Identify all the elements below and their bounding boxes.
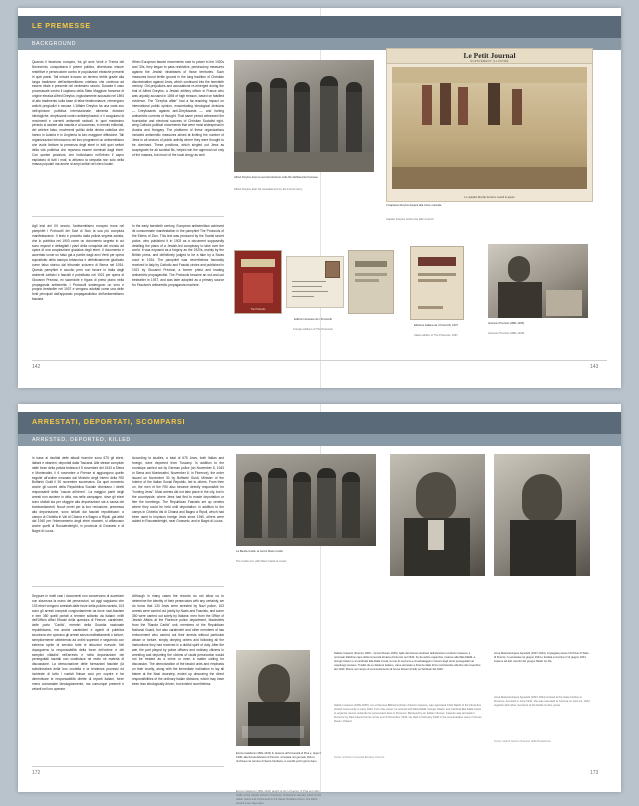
footer-rule-2 xyxy=(32,766,224,767)
body-text-it-1: Quando il fascismo europeo, fra gli anni Venti e Trenta del Novecento, conquistava il potere politico, divenivano misure restrittive e persecutorie contro le popolazioni ebraiche presenti in quei paesi. Tali misure trovano un terreno fertile grazie alla lunga tradizione dell'antisemitismo cristiano che continua ad essere vitale e presente nel ventesimo secolo. Durante il caso processuale contro il capitano della Stato Maggiore francese di origine ebraica Alfred Dreyfus, ingiustamente accusato nel 1894 di alto tradimento sulla base di false testimonianze, riemergono antichi pregiudizi e accuse. L'Affaire Dreyfus ha una varia eco nell'opinione pubblica internazionale, alimenta divisioni ideologiche, dreyfusardi contro antidreyfusardi, e il coagularsi di movimenti e correnti antisemiti radicali. In quel medesimo periodo si assiste alla nascita e al successo, in termini editoriali, del celebre falso, movimenti politici della destra cattolica che hanno in Austria e in Ungheria la loro maggiore diffusione. Tali organizzazioni introducono nel loro programmi un antisemitismo che vuole limitare la presenza degli ebrei in tutti quei settori della vita pubblica che reputano essere dominati dagli ebrei. Con queste posizioni, che individuano nell'ebreo il capro espiatorio di tutti i mali, si attivano la simpatia non solo della massa popolari ma anche di ampi settori del clero locale. xyxy=(32,60,124,167)
section-title-2: ARRESTATI, DEPORTATI, SCOMPARSI xyxy=(32,417,186,426)
dreyfus-court-caption-en: Captain Dreyfus before the War Council xyxy=(386,218,434,221)
spread-arrestati xyxy=(18,404,621,805)
body2-text-en-2: Although in many cases the records do not allow us to determine the identity of their persecutors with any certainty, we do know that 133 Jews were arrested by Nazi police, 103 arrests were carried out jointly by Nazis and Fascists, and some 350 were carried out solely by Italians: men from the Office of Jewish Affairs at the Florence police department, blackshirts from the "Banda Carità" unit, members of the Republican National Guard, but also carabinieri and other members of law enforcement who carried out their arrests without particular abuse or torture, simply obeying orders and following all the instructions they had received in a dutiful spirit of duty. After the war, the part played by police officers and ordinary citizens in arresting and deporting the victims of racial persecution would not be treated as a crime or even a matter calling for discussion. The demonization of the fascist units and emphasis on their cruelty, along with the immediate inclination to lay all blame at the Nazi doorstep, ended up obscuring the direct responsibilities of the ordinary Italian divisions, which may have been less ideologically driven, but existed nonetheless. xyxy=(132,594,224,686)
banda-carita-caption-it: La Banda Carità, al centro Mario Carità xyxy=(236,550,283,553)
enrica-calabresi-photo xyxy=(236,650,310,746)
column-divider xyxy=(32,216,224,217)
folio-right: 143 xyxy=(590,364,599,370)
protocols-1937-caption-en: Italian edition of The Protocols, 1937 xyxy=(414,334,458,337)
dreyfus-photo xyxy=(234,60,374,172)
section-subtitle: BACKGROUND xyxy=(32,40,77,47)
section-band-2 xyxy=(18,412,621,434)
protocols-envelope xyxy=(286,256,344,308)
column-divider-2 xyxy=(32,586,224,587)
body-text-en-1: When European fascist movements rose to power in the 1920s and '30s, they began to pass restrictive, persecutory measures against the Jewish inhabitants of those territories. Such measures found fertile ground in the long tradition of Christian discrimination against Jews, which continued into the twentieth century. Old prejudices and accusations re-emerged during the trial of Alfred Dreyfus, a Jewish artillery officer in France who was unjustly accused in 1894 of high treason, based on falsified evidence. The "Dreyfus affair" had a far-reaching impact on international public opinion, exacerbating ideological divisions — Dreyfusards against anti-Dreyfusards — and fueling antisemitic currents of thought. That same period witnessed the foundation and electoral success of Christian Socialist right-wing Catholic political movements that were most widespread in Austria and Hungary. The platforms of these organizations included antisemitic measures aimed at limiting the number of Jews in all sectors of public activity where they were thought to be dominant. These positions, which singled out Jews as scapegoats for all societal ills, helped win the approval not only of the masses, but much of the local clergy as well. xyxy=(132,60,224,157)
enrica-caption-en: Enrica Calabresi (1891-1944) taught at the University of Pisa and after 1938, at the Jewish school in Florence. Arrested in January 1944 by the Italian police and imprisoned in the Santa Verdiana prison, she killed herself a few days later. xyxy=(236,790,322,805)
petit-journal-illustration xyxy=(392,67,587,189)
body2-text-en-1: According to studies, a total of 675 Jews, both Italian and foreign, were deported from Tuscany. In addition to the roundups carried out by German police (on November 5, 1943 in Siena and Montecatini, November 6, in Florence), the order issued on November 30 by Buffarini Guidi, Minister of the Interior of the Italian Social Republic, led to others. From then on, the men of the RSI also became directly responsible for "hunting Jews". Most arrests did not take place in the city, but in the countryside, where Jews had fled to evade deportation or flee the bombings. The Republican Fascists set up centers where they could be held until deportation: in addition to the camps in Civitella Val di Chiana and Bagno a Ripoli, which had been used to imprison foreign Jews since 1940, others were added in Roccatederighi, near Grosseto, and in Bagni di Lucca. xyxy=(132,456,224,524)
dreyfus-photo-caption-en: Alfred Dreyfus after his reinstatement by the French army xyxy=(234,188,303,191)
protocols-cover-red xyxy=(234,250,282,314)
enrica-caption-it: Enrica Calabresi (1891-1944) fu docente all'Università di Pisa e, dopo il 1938, alla Scuola Ebraica di Firenze. Arrestata nel gennaio 1944 e rinchiusa nel carcere di Santa Verdiana, si suicidò pochi giorni dopo. xyxy=(236,752,321,763)
preziosi-photo xyxy=(488,244,588,318)
section-band xyxy=(18,16,621,38)
protocols-italian-1937 xyxy=(410,246,464,320)
body2-text-it-2: Seppure in molti casi i documenti non conservano di accertare con sicurezza la mano dei persecutori, ad oggi sappiamo che 133 ebrei vengono arrestati dalle forze della polizia nazista, 103 sono gli arresti compiuti congiuntamente da forze nazi-fasciste e ben 350 quelli portati a termine soltanto da italiani: militi dell'Ufficio Affari Ebraici della questura di Firenze, carabinieri, delle porto "Carità", membri della Guardia nazionale repubblicana, ma anche carabinieri e agenti di pubblica sicurezza che operano gli arresti senza maltrattamenti o torture, semplicemente obbedendo ad ordini superiori e seguendo con estrema sprite di servizio tutte le istruzioni ricevute. Nel dopoguerra la responsabilità della forze del'ordine e dei semplici cittadini nell'arresto e nella deportazione dei perseguitati razziali non costituisce né reato né materia di discussione. La democrazione delle formazioni fasciste (la sottolineatura della loro crudeltà e la tendenza processi ed inchieste di tutto i nazisti finisce così per coprire e far dimenticare le responsabilità dirette di reparti italiani, forze meno comandate ideologicamente, ma comunque presenti e zelanti nel loro operare. xyxy=(32,594,124,691)
protocols-foreign-caption-en: Foreign editions of The Protocols xyxy=(293,328,333,331)
folio-left-2: 172 xyxy=(32,770,41,776)
spread-premesse xyxy=(18,8,621,388)
protocols-1937-caption-it: Edizione italiana de I Protocolli, 1937 xyxy=(413,324,459,327)
body-text-en-2: In the early twentieth century, European antisemitism achieved its consummate manifestation in the pamphlet The Protocols of the Elders of Zion. This text was produced by the Tsarist secret police, who published it in 1903 as a document supposedly detailing the plans of a Jewish-led conspiracy to take over the world. It was exposed as a forgery as the 1920s, mainly by the British press, and definitively judged to be a fake by a Swiss court in 1934. The pamphlet was nevertheless favorably received in Italy by Catholic and Fascist circles and published in 1921 by Giovanni Preziosi, a former priest and leading antisemitic propagandist. The Protocols became an out-and-out bestseller in 1937, and was later adopted as a primary source for Fascism's antisemitic propaganda machine. xyxy=(132,224,224,287)
preziosi-caption-en: Giovanni Preziosi (1881-1945) xyxy=(488,332,525,335)
protocols-foreign-caption-it: Edizioni straniere de I Protocolli xyxy=(294,318,332,321)
petit-journal-subtitle: SUPPLÉMENT ILLUSTRÉ xyxy=(470,59,509,63)
anna-caption-it: Anna Maria Enriques Agnoletti (1907-1944), impiegata presso l'Archivio di Stato di Firenze, fu arrestata nel giugno 1944 e fucilata a Cercina il 12 giugno 1944 insieme ad altri membri del gruppo Radio Co.Ra. xyxy=(494,652,589,663)
petit-journal-cover xyxy=(386,48,593,202)
dreyfus-court-caption-it: Il Capitano Dreyfus davanti alla Corte marziale xyxy=(386,204,442,207)
section-subband-2 xyxy=(18,434,621,446)
footer-rule xyxy=(32,360,607,361)
anna-caption-source: Fonte: Istituto Storico Toscano della Resistenza xyxy=(494,740,551,743)
anna-caption-en: Anna Maria Enriques Agnoletti (1907-1944) worked at the State Archive in Florence. Arrested in June 1944, she was executed at Cercina on June 12, 1944 together with other members of the Radio Co.Ra. group. xyxy=(494,696,590,707)
nathan-cassuto-photo xyxy=(390,454,485,576)
section-subtitle-2: ARRESTED, DEPORTED, KILLED xyxy=(32,436,131,443)
anna-maria-photo xyxy=(494,454,590,576)
preziosi-caption-it: Giovanni Preziosi (1881-1945) xyxy=(488,322,525,325)
banda-carita-photo xyxy=(236,454,376,546)
section-title: LE PREMESSE xyxy=(32,21,91,30)
dreyfus-photo-caption-it: Alfred Dreyfus dopo la sua farmitazione nelle file dell'Esercito francese xyxy=(234,176,318,179)
nathan-caption-en: Nathan Cassuto (1909-1945), son of famous Biblical scholar Umberto Cassuto, was appointed Chief Rabbi of the Florentine Jewish Community in early 1943. From the outset, he worked with DELASEM, Giorgio Nissim and Cardinal Elia Dalla Costa to organize rescue networks for persecuted Jews in Florence. Betrayed by an Italian informer, Cassuto was arrested in Florence by Nazi-Fascist forces at the end of November 1943. He died in February 1945 in the concentration camp of Gross Rosen, Poland. xyxy=(334,704,482,723)
protocols-cover-label: The Protocols xyxy=(250,308,266,311)
folio-right-2: 173 xyxy=(590,770,599,776)
petit-journal-title: Le Petit Journal xyxy=(463,51,516,60)
nathan-caption-source: Fonte: Archivio Comunità Ebraica, Firenze xyxy=(334,756,385,759)
petit-journal-caption: Le capitaine Dreyfus devant le conseil de guerre xyxy=(464,196,515,199)
body-text-it-2: Agli inizi del XX secolo, l'antisemitismo europeo trova nel pamphlet I Protocolli dei Savi di Sion la sua più compiuta manifestazione. Il testo è prodotto dalla polizia segreta zarista, che lo pubblica nel 1903 come un documento segreto in cui sono esposti e dettagliati i piani della conquista del mondo ad opera di una cospirazione giudaica degli ebrei. Il documento è accertato come un falso già a partire dagli anni Venti per opera soprattutto della stampa britannica e definitivamente giudicato come falso storico dal tribunale svizzero di Berna nel 1934. Questa pamphlet è accolto però con favore in Italia dagli ambienti cattolici e fascisti e pubblicato nel 1921 per opera di Giovanni Preziosi, ex sacerdote e figura di primo piano nella propaganda antisemita. I Protocolli sostengono un vero e proprio bestseller nel 1937 e vengono adottati come una delle fonti principali dall'apparato propagandistico dell'antisemitismo fascista. xyxy=(32,224,124,302)
banda-carita-caption-en: The Carita unit, with Mario Carita at center xyxy=(236,560,287,563)
nathan-caption-it: Nathan Cassuto (Firenze 1909 – Grossi Rosen 1945), figlio del famoso studioso dell'ebraismo Umberto Cassuto, è nominato Rabbino capo della Comunità ebraica di Firenze nel 1943. Fu da subito organizza, insieme alla DELASEM, a Giorgio Nissim e al cardinale Elia Dalla Costa, la rete di soccorso e di salvataggio in favore degli ebrei perseguitati nel capoluogo toscano. Tradito da un delatore italiano, viene arrestato a Firenze dalle forze nazi-fasciste alla fine del novembre del 1943. Muore nel campo di concentramento di Gross Rosen (Friuli) nel febbraio del 1945. xyxy=(334,652,481,671)
protocols-cover-beige xyxy=(348,250,394,314)
folio-left: 142 xyxy=(32,364,41,370)
body2-text-it-1: In base ai risultati delle attuali ricerche sono 675 gli ebrei, italiani e stranieri, deportati dalla Toscana. Alle stesse compiute dalle forze della polizia tedesca il 5 novembre del 1943 a Siena e Montecatini, il 6 novembre a Firenze si aggiungono quelle seguite all'ordine emanato dal Ministro degli Interni della RSI Buffarini Guidi il 30 novembre successivo. Da quel momento anche gli uomini della Repubblica Sociale diventano i diretti responsabili della "caccia all'ebreo". La maggior parte degli arresti non avviene in città, ma nelle campagne, dove gli ebrei sono sfollati sia per sfuggire alla deportazione sia a causa dei bombardamenti. Nuovi centri per la loro reclusione, premessa alla deportazione, sono istituiti dai fascisti repubblicani: a campo di Civitella in Val di Chiana e a Bagno a Ripoli, già attivi dal 1940 per l'internamento degli ebrei stranieri, si affiancano anche quelli di Roccatederighi, in provincia di Grosseto e di Bagni di Lucca. xyxy=(32,456,124,534)
